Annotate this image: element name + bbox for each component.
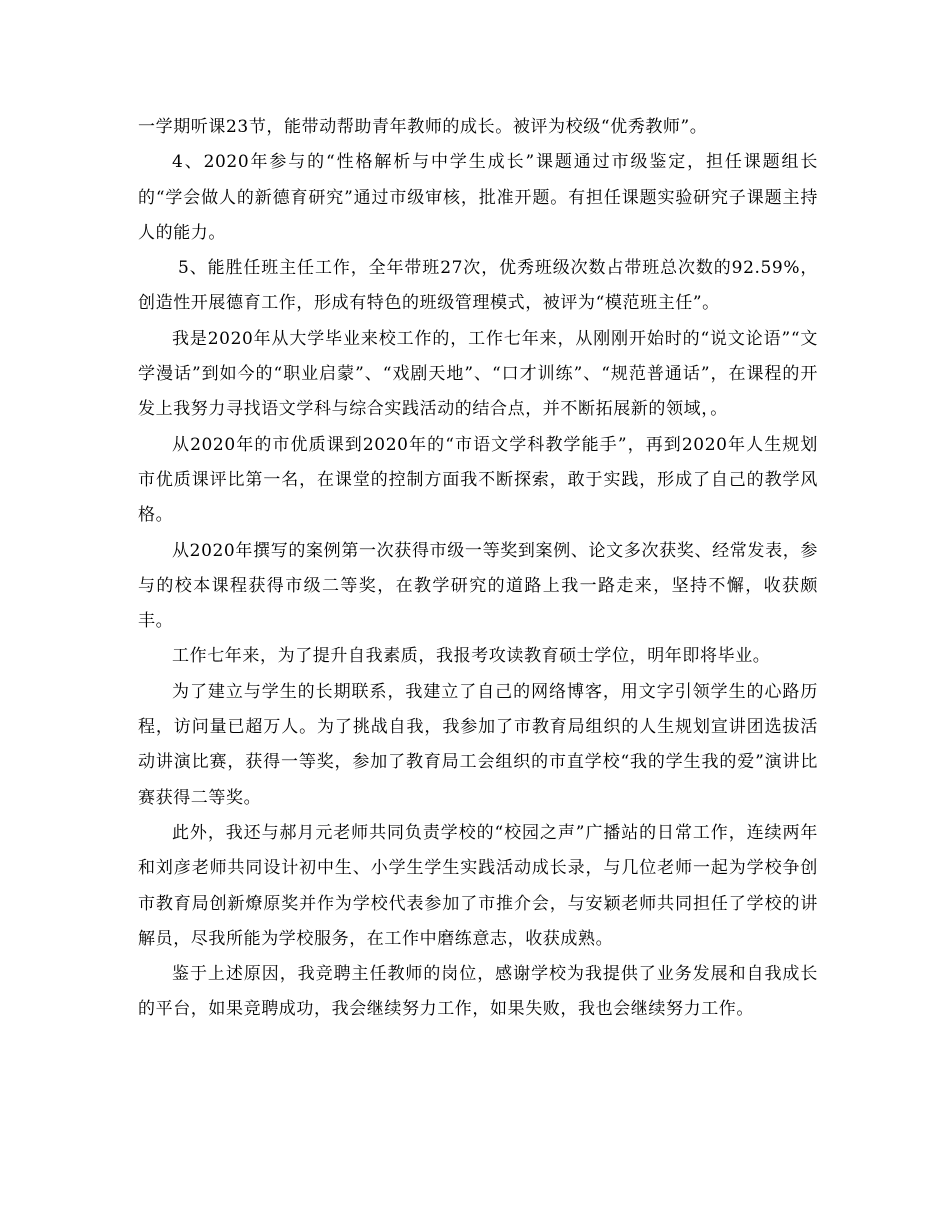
paragraph-research: 从2020年撰写的案例第一次获得市级一等奖到案例、论文多次获奖、经常发表，参与的校本课程获得市级二等奖，在教学研究的道路上我一路走来，坚持不懈，收获颇丰。 (138, 540, 818, 632)
paragraph-teaching-style: 从2020年的市优质课到2020年的“市语文学科教学能手”，再到2020年人生规划市优质课评比第一名，在课堂的控制方面我不断探索，敢于实践，形成了自己的教学风格。 (138, 434, 818, 526)
document-body (138, 110, 818, 1028)
paragraph-item-5: 5、能胜任班主任工作，全年带班27次，优秀班级次数占带班总次数的92.59%，创造性开展德育工作，形成有特色的班级管理模式，被评为“模范班主任”。 (138, 258, 818, 314)
paragraph-conclusion: 鉴于上述原因，我竞聘主任教师的岗位，感谢学校为我提供了业务发展和自我成长的平台，如果竞聘成功，我会继续努力工作，如果失败，我也会继续努力工作。 (138, 964, 818, 1020)
paragraph-continuation: 一学期听课23节，能带动帮助青年教师的成长。被评为校级“优秀教师”。 (138, 117, 708, 137)
paragraph-blog: 为了建立与学生的长期联系，我建立了自己的网络博客，用文字引领学生的心路历程，访问量已超万人。为了挑战自我，我参加了市教育局组织的人生规划宣讲团选拔活动讲演比赛，获得一等奖，参加了教育局工会组织的市直学校“我的学生我的爱”演讲比赛获得二等奖。 (138, 681, 818, 808)
paragraph-item-4: 4、2020年参与的“性格解析与中学生成长”课题通过市级鉴定，担任课题组长的“学会做人的新德育研究”通过市级审核，批准开题。有担任课题实验研究子课题主持人的能力。 (138, 152, 818, 243)
paragraph-degree: 工作七年来，为了提升自我素质，我报考攻读教育硕士学位，明年即将毕业。 (172, 646, 771, 667)
paragraph-curriculum: 我是2020年从大学毕业来校工作的，工作七年来，从刚刚开始时的“说文论语”“文学漫话”到如今的“职业启蒙”、“戏剧天地”、“口才训练”、“规范普通话”，在课程的开发上我努力寻找语文学科与综合实践活动的结合点，并不断拓展新的领域，。 (138, 328, 818, 420)
paragraph-additional-work: 此外，我还与郝月元老师共同负责学校的“校园之声”广播站的日常工作，连续两年和刘彦老师共同设计初中生、小学生学生实践活动成长录，与几位老师一起为学校争创市教育局创新燎原奖并作为学校代表参加了市推介会，与安颖老师共同担任了学校的讲解员，尽我所能为学校服务，在工作中磨练意志，收获成熟。 (138, 822, 818, 949)
